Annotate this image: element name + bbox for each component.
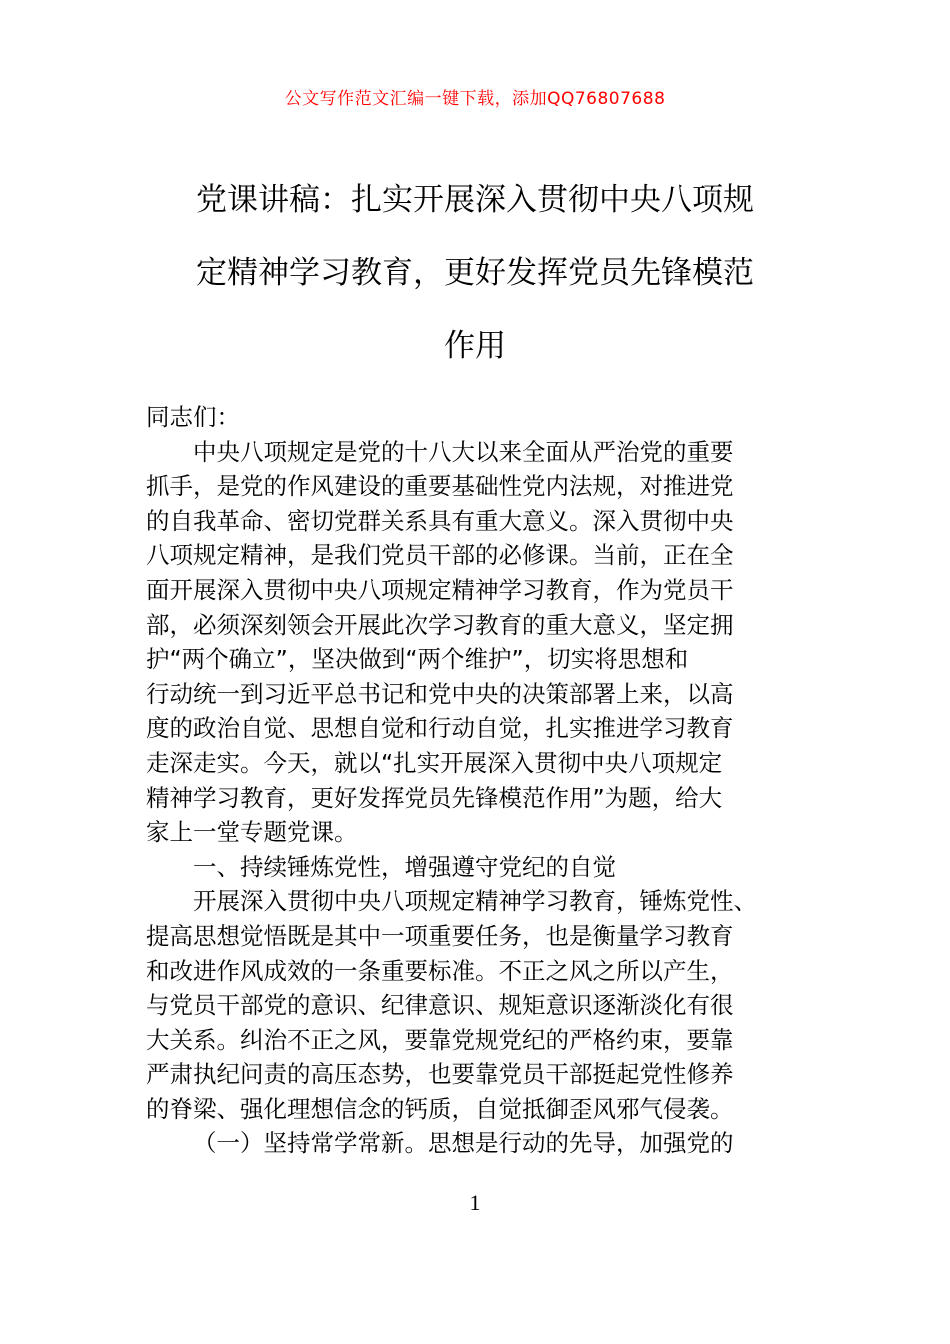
text-line: 与党员干部党的意识、纪律意识、规矩意识逐渐淡化有很 (146, 991, 734, 1020)
text-line: 部，必须深刻领会开展此次学习教育的重大意义，坚定拥 (146, 610, 734, 639)
text-line: 中央八项规定是党的十八大以来全面从严治党的重要 (193, 437, 734, 466)
text-line: 大关系。纠治不正之风，要靠党规党纪的严格约束，要靠 (146, 1025, 734, 1054)
header-download-note: 公文写作范文汇编一键下载，添加QQ76807688 (284, 89, 666, 109)
text-line: 走深走实。今天，就以“扎实开展深入贯彻中央八项规定 (146, 748, 723, 777)
text-line: 八项规定精神，是我们党员干部的必修课。当前，正在全 (146, 541, 734, 570)
text-line: 护“两个确立”，坚决做到“两个维护”，切实将思想和 (146, 645, 689, 674)
text-line: 行动统一到习近平总书记和党中央的决策部署上来，以高 (146, 679, 734, 708)
text-line: 的脊梁、强化理想信念的钙质，自觉抵御歪风邪气侵袭。 (146, 1094, 734, 1123)
title-line: 定精神学习教育，更好发挥党员先锋模范 (196, 255, 754, 291)
section-heading: 一、持续锤炼党性，增强遵守党纪的自觉 (193, 852, 616, 881)
title-line: 作用 (444, 328, 506, 364)
title-line: 党课讲稿：扎实开展深入贯彻中央八项规 (196, 182, 754, 218)
paragraph-subsection: （一）坚持常学常新。思想是行动的先导，加强党的 (193, 1129, 734, 1158)
paragraph-intro (146, 435, 816, 850)
text-line: 面开展深入贯彻中央八项规定精神学习教育，作为党员干 (146, 575, 734, 604)
salutation: 同志们： (146, 403, 240, 431)
text-line: 开展深入贯彻中央八项规定精神学习教育，锤炼党性、 (193, 887, 757, 916)
text-line: 精神学习教育，更好发挥党员先锋模范作用”为题，给大 (146, 783, 723, 812)
document-title (150, 164, 800, 383)
page-number: 1 (469, 1190, 481, 1215)
text-line: 和改进作风成效的一条重要标准。不正之风之所以产生， (146, 956, 734, 985)
text-line: 的自我革命、密切党群关系具有重大意义。深入贯彻中央 (146, 506, 734, 535)
text-line: 度的政治自觉、思想自觉和行动自觉，扎实推进学习教育 (146, 714, 734, 743)
text-line: 提高思想觉悟既是其中一项重要任务，也是衡量学习教育 (146, 921, 734, 950)
text-line: 家上一堂专题党课。 (146, 818, 358, 847)
document-body (146, 400, 816, 1161)
paragraph-section1 (146, 884, 816, 1126)
text-line: 抓手，是党的作风建设的重要基础性党内法规，对推进党 (146, 472, 734, 501)
text-line: 严肃执纪问责的高压态势，也要靠党员干部挺起党性修养 (146, 1060, 734, 1089)
